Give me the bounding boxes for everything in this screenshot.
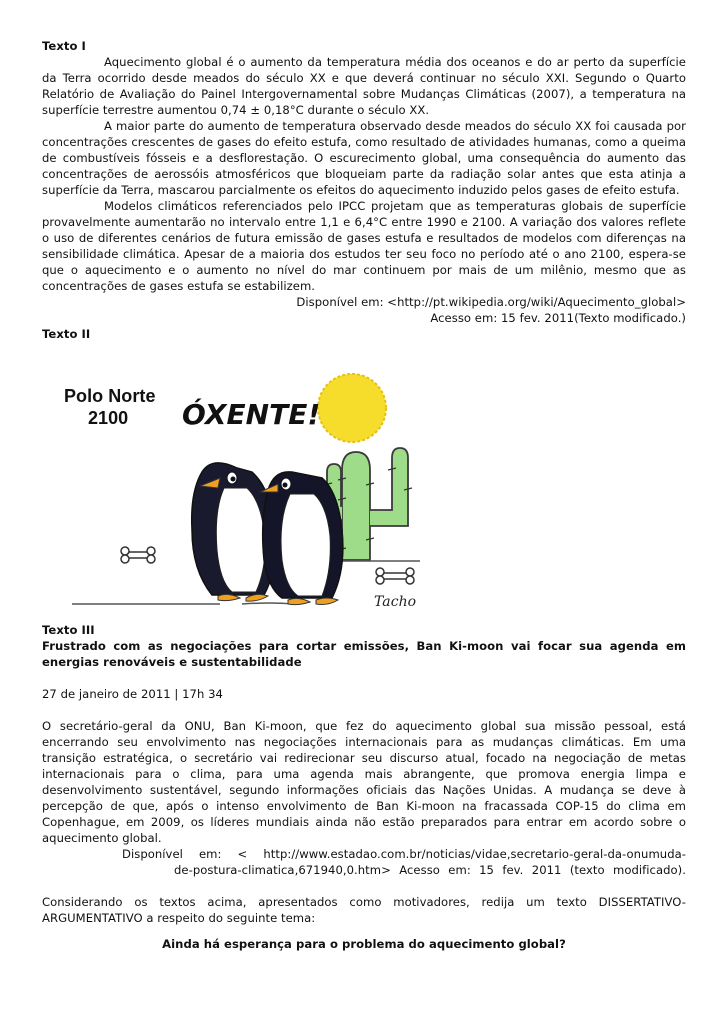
bone-icon-right [376,568,414,584]
cartoon-caption-line1: Polo Norte [64,386,156,406]
texto1-access: Acesso em: 15 fev. 2011(Texto modificado.) [430,311,686,325]
bone-icon-left [121,547,155,563]
penguin-right [260,472,343,605]
texto1-paragraph-1: Aquecimento global é o aumento da temperatura média dos oceanos e do ar perto da superfície da Terra ocorrido desde meados do século XX e que deverá continuar no século XXI. Segundo o Quarto Relatório de Avaliação do Painel Intergovernamental sobre Mudanças Climáticas (2007), a temperatura na superfície terrestre aumentou 0,74 ± 0,18°C durante o século XX. [42,55,686,117]
texto3-title: Texto III [42,623,95,637]
sun-icon [318,374,386,442]
texto3-date: 27 de janeiro de 2011 | 17h 34 [42,687,223,701]
texto1-title: Texto I [42,39,86,53]
texto1-paragraph-2: A maior parte do aumento de temperatura observado desde meados do século XX foi causada por concentrações crescentes de gases do efeito estufa, como resultado de atividades humanas, como a queima de combustíveis fósseis e a desflorestação. O escurecimento global, uma consequência do aumento das concentrações de aerossóis atmosféricos que bloqueiam parte da radiação solar antes que esta atinja a superfície da Terra, mascarou parcialmente os efeitos do aquecimento induzido pelos gases de efeito estufa. [42,119,686,197]
texto1-source: Disponível em: <http://pt.wikipedia.org/wiki/Aquecimento_global> [296,295,686,309]
texto3-headline: Frustrado com as negociações para cortar emissões, Ban Ki-moon vai focar sua agenda em energias renováveis e sustentabilidade [42,639,686,669]
penguin-cartoon [42,360,422,622]
texto3-source-line2: de-postura-climatica,671940,0.htm> Acesso em: 15 fev. 2011 (texto modificado). [174,863,686,877]
cartoon-signature: Tacho [374,594,417,610]
essay-theme: Ainda há esperança para o problema do aquecimento global? [162,937,566,951]
cartoon-speech: ÓXENTE! [182,398,321,431]
texto3-body: O secretário-geral da ONU, Ban Ki-moon, que fez do aquecimento global sua missão pessoal, está encerrando seu envolvimento nas negociações internacionais para as mudanças climáticas. Em uma transição estratégica, o secretário vai redirecionar seu discurso atual, focado na negociação de metas internacionais para o clima, para uma agenda mais abrangente, que promova energia limpa e desenvolvimento sustentável, segundo informações oficiais das Nações Unidas. A mudança se deve à percepção de que, após o intenso envolvimento de Ban Ki-moon na fracassada COP-15 do clima em Copenhague, em 2009, os líderes mundiais ainda não estão preparados para entrar em acordo sobre o aquecimento global. [42,719,686,845]
instructions-text: Considerando os textos acima, apresentados como motivadores, redija um texto DISSERTATIVO-ARGUMENTATIVO a respeito do seguinte tema: [42,895,686,925]
cartoon-caption-line2: 2100 [88,408,129,428]
cartoon-drawing [42,360,422,622]
texto1-paragraph-3: Modelos climáticos referenciados pelo IPCC projetam que as temperaturas globais de superfície provavelmente aumentarão no intervalo entre 1,1 e 6,4°C entre 1990 e 2100. A variação dos valores reflete o uso de diferentes cenários de futura emissão de gases estufa e resultados de modelos com diferenças na sensibilidade climática. Apesar de a maioria dos estudos ter seu foco no período até o ano 2100, espera-se que o aquecimento e o aumento no nível do mar continuem por mais de um milênio, mesmo que as concentrações de gases estufa se estabilizem. [42,199,686,293]
texto3-source-line1: Disponível em: < http://www.estadao.com.br/noticias/vidae,secretario-geral-da-onumuda- [122,847,686,861]
texto2-title: Texto II [42,327,91,341]
document-page [42,38,686,952]
